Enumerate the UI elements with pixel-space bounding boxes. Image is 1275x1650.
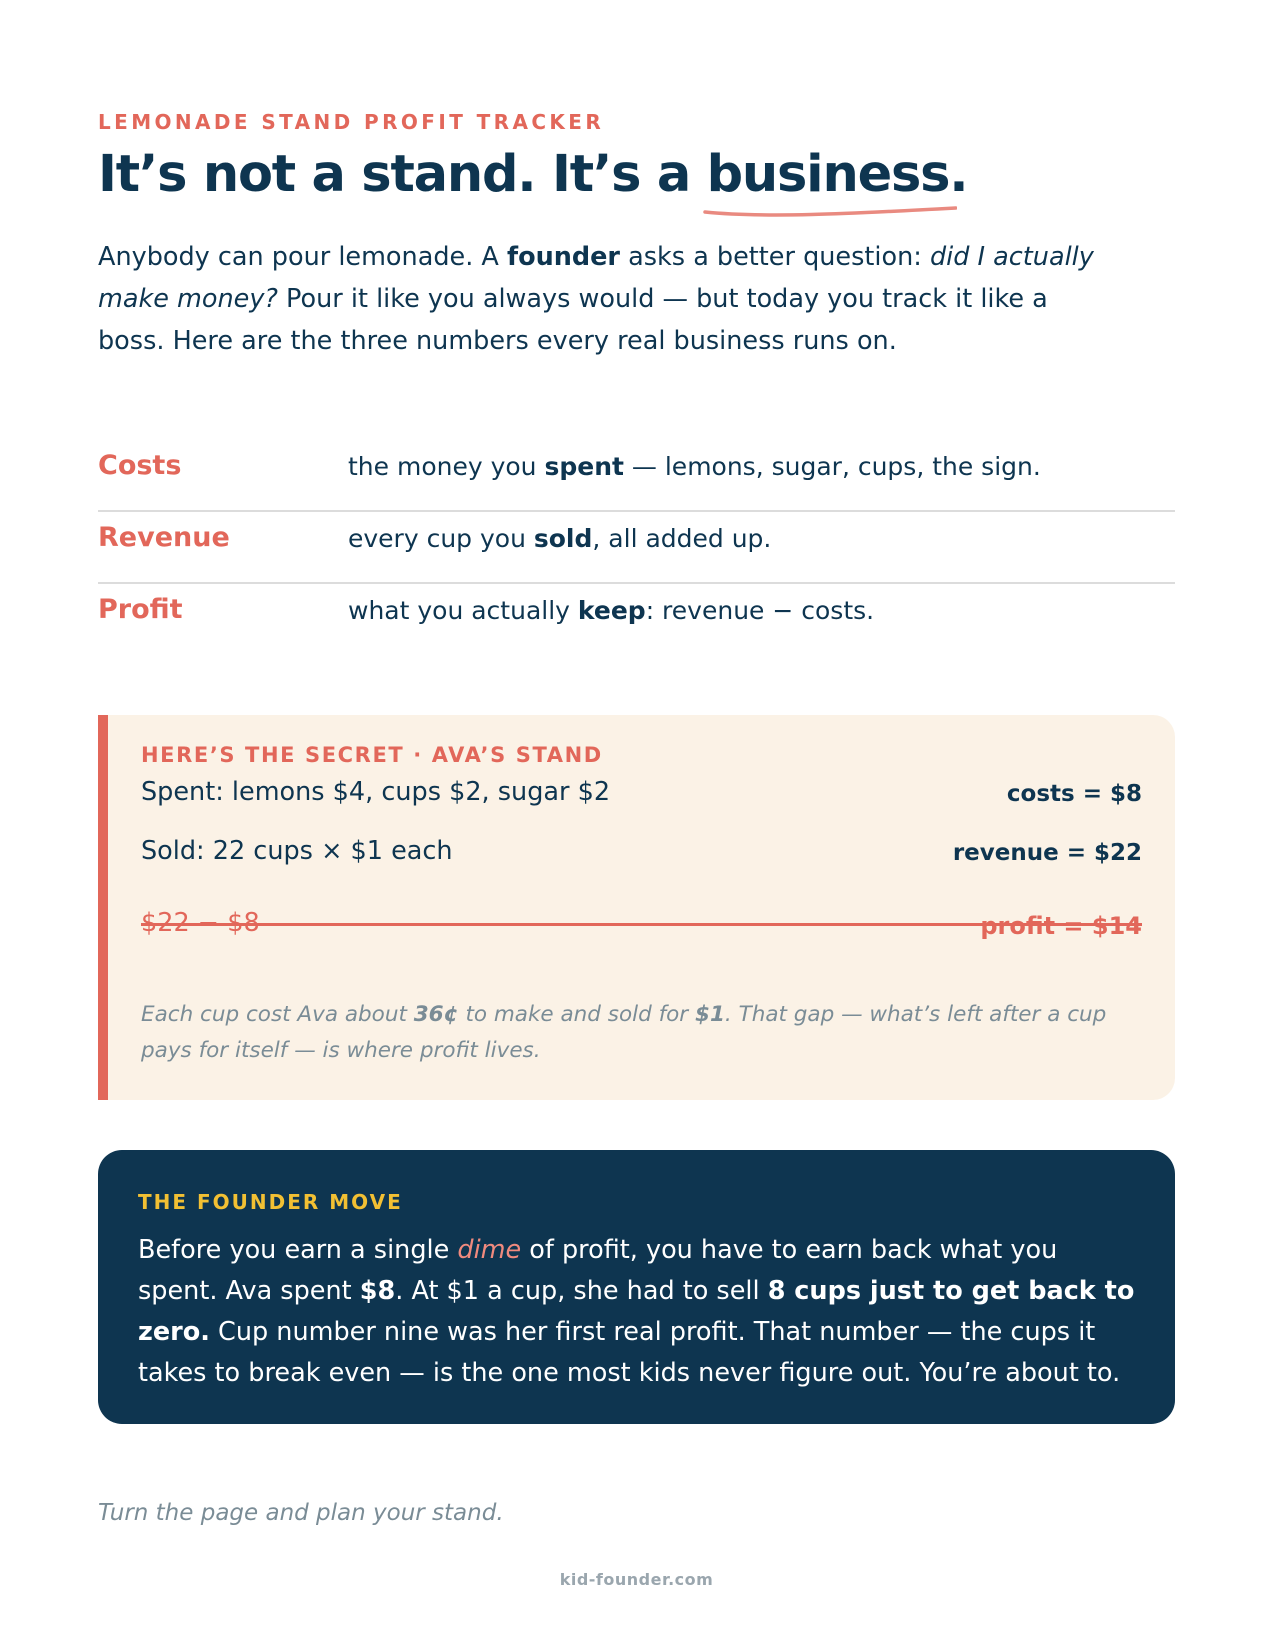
term-def-text: the money you [348,452,545,481]
founder-card-title: THE FOUNDER MOVE [138,1190,403,1214]
term-name: Revenue [98,522,230,553]
founder-move-card [98,1150,1175,1424]
founder-card-body [138,1230,1135,1394]
intro-text: asks a better question: [620,242,930,272]
profit-equation: $22 − $8 [141,908,260,938]
squiggle-underline-icon [703,204,958,218]
term-def-text: — lemons, sugar, cups, the sign. [623,452,1041,481]
secret-card-title: HERE’S THE SECRET · AVA’S STAND [141,743,603,767]
note-bold: $1 [694,1002,725,1027]
founder-text: . At $1 a cup, she had to sell [395,1276,768,1306]
revenue-result: revenue = $22 [952,840,1142,866]
term-def-text: : revenue − costs. [645,596,875,625]
title-period: . [949,145,968,204]
title-highlight-word: business [706,145,950,204]
term-def-text: every cup you [348,524,534,553]
title-highlight [707,145,950,204]
page-title [98,145,967,204]
sold-breakdown: Sold: 22 cups × $1 each [141,836,453,866]
intro-bold-founder: founder [506,242,621,272]
term-definition [348,596,874,625]
turn-page-note: Turn the page and plan your stand. [98,1500,504,1526]
note-text: . That gap — what’s left after a cup pays for itself — is where profit lives. [141,1002,1107,1063]
founder-bold: $8 [359,1276,396,1306]
term-definition [348,524,771,553]
costs-result: costs = $8 [1006,781,1142,807]
term-row-costs [98,440,1175,512]
page-kicker: LEMONADE STAND PROFIT TRACKER [98,110,605,134]
term-name: Costs [98,450,182,481]
term-def-bold: sold [533,524,593,553]
term-def-bold: spent [544,452,624,481]
term-def-text: , all added up. [592,524,772,553]
intro-text: Pour it like you always would — but today you track it like a boss. Here are the three numbers every real business runs on. [98,284,1048,356]
founder-italic-dime: dime [457,1235,522,1265]
term-def-bold: keep [577,596,646,625]
term-definition [348,452,1041,481]
founder-bold: 8 cups just to get back to zero. [138,1276,1135,1347]
term-def-text: what you actually [348,596,578,625]
intro-italic-question: did I actually make money? [98,242,1094,314]
founder-text: Cup number nine was her first real profit. That number — the cups it takes to break even — is the one most kids never figure out. You’re about to. [138,1317,1121,1388]
spent-breakdown: Spent: lemons $4, cups $2, sugar $2 [141,777,611,807]
term-row-profit [98,584,1175,654]
profit-result: profit = $14 [980,912,1142,940]
site-url[interactable]: kid-founder.com [559,1570,714,1589]
secret-card-note [141,997,1135,1069]
title-text: It’s not a stand. It’s a [98,145,707,204]
terms-list [98,440,1175,654]
founder-text: Before you earn a single [138,1235,458,1265]
note-text: to make and sold for [458,1002,695,1027]
term-name: Profit [98,594,183,625]
intro-text: Anybody can pour lemonade. A [98,242,507,272]
intro-paragraph [98,236,1108,362]
note-bold: 36¢ [413,1002,459,1027]
term-row-revenue [98,512,1175,584]
note-text: Each cup cost Ava about [141,1002,414,1027]
secret-example-card [98,715,1175,1100]
founder-text: of profit, you have to earn back what you spent. Ava spent [138,1235,1058,1306]
